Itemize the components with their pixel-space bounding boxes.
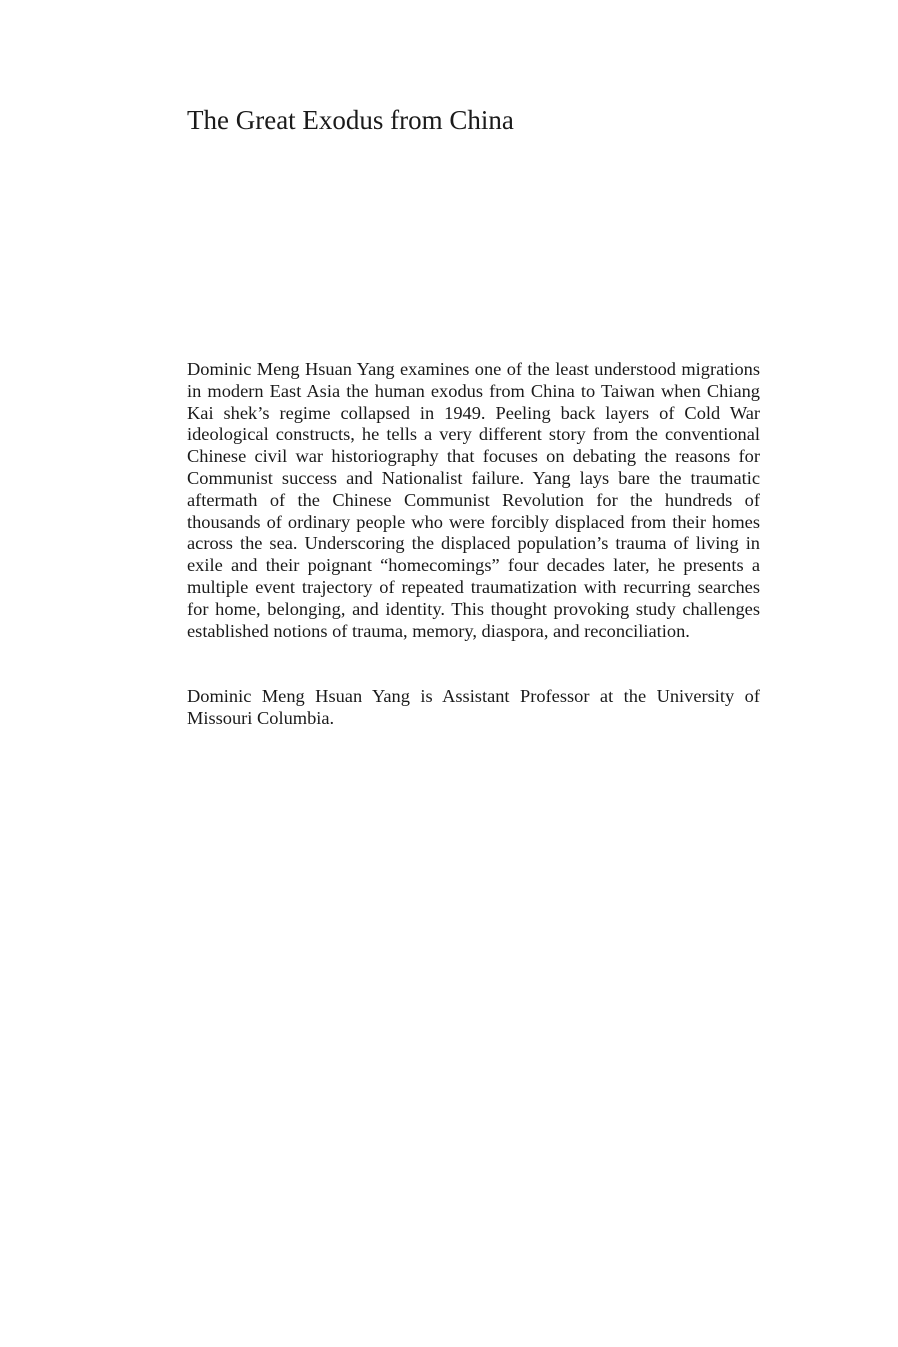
- book-title: The Great Exodus from China: [187, 105, 514, 135]
- author-biography: Dominic Meng Hsuan Yang is Assistant Professor at the University of Missouri Columbia.: [187, 686, 760, 728]
- book-description: Dominic Meng Hsuan Yang examines one of the least understood migrations in modern East Asia the human exodus from China to Taiwan when Chiang Kai shek’s regime collapsed in 1949. Peeling back layers of Cold War ideological constructs, he tells a very different story from the conventional Chinese civil war historiography that focuses on debating the reasons for Communist success and Nationalist failure. Yang lays bare the traumatic aftermath of the Chinese Communist Revolution for the hundreds of thousands of ordinary people who were forcibly displaced from their homes across the sea. Underscoring the displaced population’s trauma of living in exile and their poignant “homecomings” four decades later, he presents a multiple event trajectory of repeated traumatization with recurring searches for home, belonging, and identity. This thought provoking study challenges established notions of trauma, memory, diaspora, and reconciliation.: [187, 359, 760, 641]
